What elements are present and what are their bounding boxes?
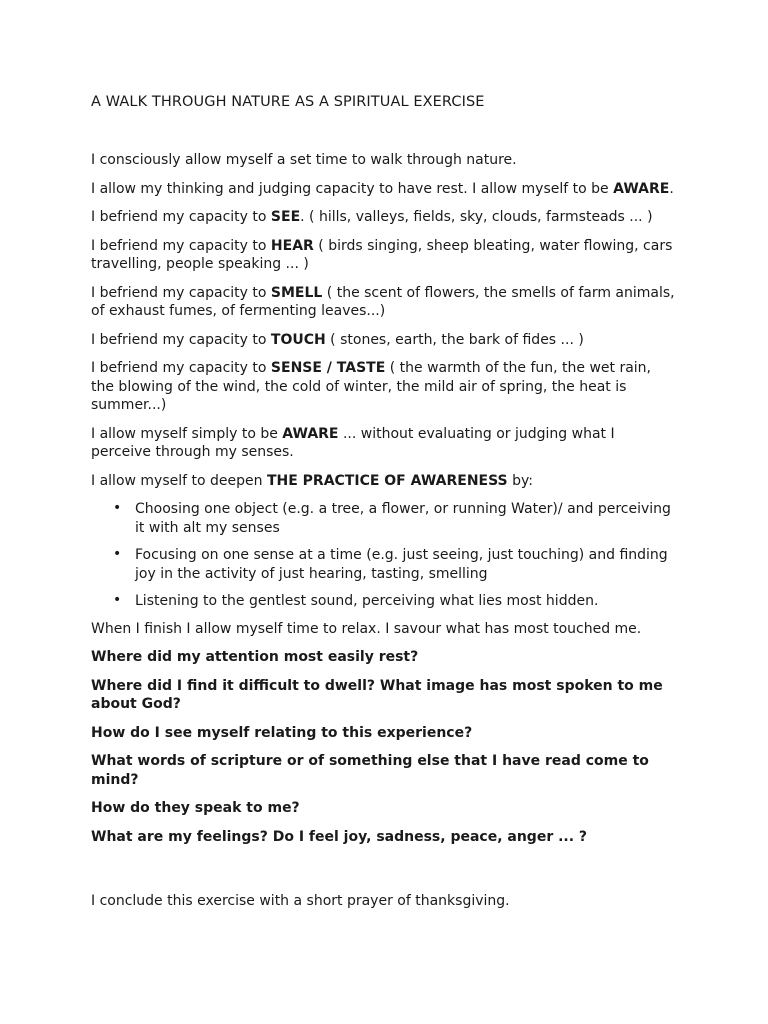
list-item: • Focusing on one sense at a time (e.g. just seeing, just touching) and finding joy in the activity of just hearing, tasting, smelling [113,546,668,582]
paragraph-see: I befriend my capacity to SEE. ( hills, valleys, fields, sky, clouds, farmsteads ... ) [91,209,653,225]
question-scripture: What words of scripture or of something else that I have read come to mind? [91,753,649,788]
paragraph-simply-aware: I allow myself simply to be AWARE ... without evaluating or judging what I perceive through my senses. [91,425,615,460]
spacer [91,856,676,892]
paragraph-conclusion: I conclude this exercise with a short prayer of thanksgiving. [91,893,510,909]
question-difficult: Where did I find it difficult to dwell? What image has most spoken to me about God? [91,677,663,712]
paragraph-intro: I consciously allow myself a set time to walk through nature. [91,152,517,168]
page-title: A WALK THROUGH NATURE AS A SPIRITUAL EXERCISE [91,94,485,110]
bullet-icon: • [113,546,122,562]
question-speak: How do they speak to me? [91,800,300,816]
question-feelings: What are my feelings? Do I feel joy, sadness, peace, anger ... ? [91,828,588,845]
bullet-icon: • [113,500,122,516]
bullet-icon: • [113,592,122,608]
list-item: • Choosing one object (e.g. a tree, a flower, or running Water)/ and perceiving it with alt my senses [113,500,671,536]
paragraph-smell: I befriend my capacity to SMELL ( the scent of flowers, the smells of farm animals, of exhaust fumes, of fermenting leaves...) [91,284,675,319]
bullet-list [91,500,676,611]
paragraph-relax: When I finish I allow myself time to relax. I savour what has most touched me. [91,620,642,637]
document-body [91,151,676,921]
paragraph-sense-taste: I befriend my capacity to SENSE / TASTE ( the warmth of the fun, the wet rain, the blowing of the wind, the cold of winter, the mild air of spring, the heat is summer...) [91,360,651,413]
paragraph-aware: I allow my thinking and judging capacity to have rest. I allow myself to be AWARE. [91,180,674,197]
paragraph-touch: I befriend my capacity to TOUCH ( stones, earth, the bark of fides ... ) [91,331,584,348]
question-relating: How do I see myself relating to this experience? [91,724,473,741]
paragraph-hear: I befriend my capacity to HEAR ( birds singing, sheep bleating, water flowing, cars travelling, people speaking ... ) [91,237,673,272]
paragraph-practice: I allow myself to deepen THE PRACTICE OF AWARENESS by: [91,472,533,489]
list-item: • Listening to the gentlest sound, perceiving what lies most hidden. [113,592,599,609]
question-attention: Where did my attention most easily rest? [91,649,419,665]
